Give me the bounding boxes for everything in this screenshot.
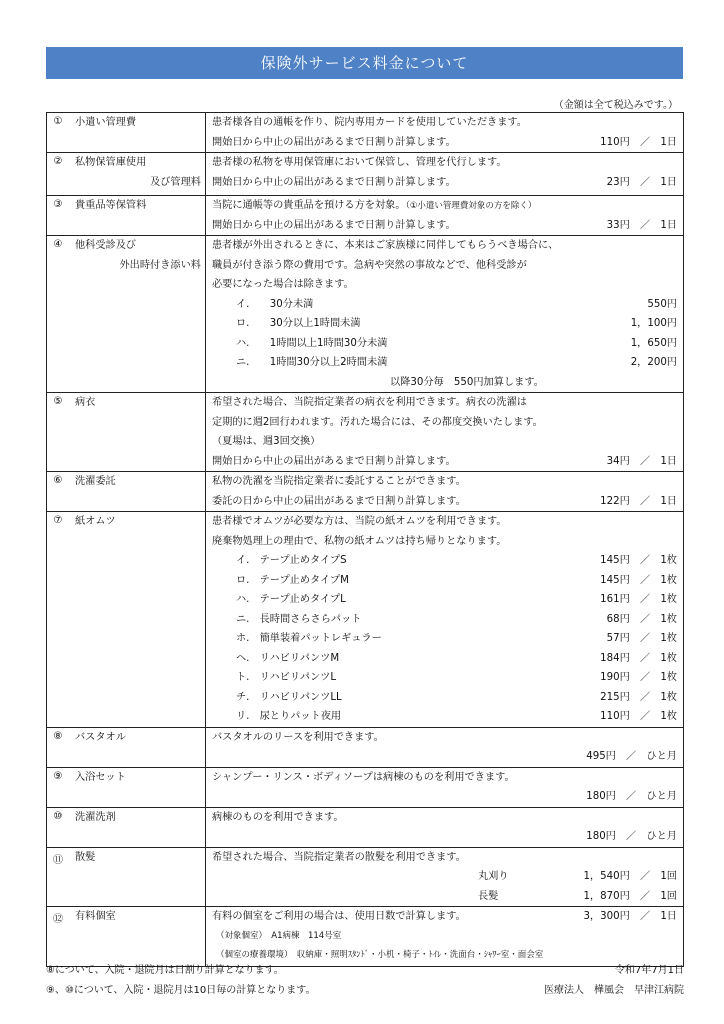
description-text: 当院に通帳等の貴重品を預ける方を対象。 [212,200,406,211]
price: 1，870円 ／ 1回 [583,890,677,902]
description-text: ハ. テープ止めタイプL [236,594,346,605]
description-text: 患者様が外出されるときに、本来はご家族様に同伴してもらうべき場合に、 [212,240,559,251]
service-name [69,393,206,472]
service-description [206,727,684,767]
description-text: （個室の療養環境） 収納庫・照明ｽﾀﾝﾄﾞ・小机・椅子・ﾄｲﾚ・洗面台・ｼｬﾜｰ室・面会室 [216,950,544,960]
organization-name: 医療法人 樺風会 早津江病院 [544,985,684,996]
service-name-line: 洗濯洗剤 [75,811,116,823]
description-line [212,373,677,393]
service-name-line: 貴重品等保管料 [75,200,147,211]
description-text: 病棟のものを利用できます。 [212,811,344,823]
fee-row [47,236,684,393]
service-name-line: 有料個室 [75,911,116,922]
description-line [212,173,677,193]
price: 110円 ／ 1枚 [600,711,677,722]
fee-row [47,807,684,847]
row-number: ⑨ [47,767,70,807]
description-line [212,236,677,256]
description-line [212,747,677,767]
price: 1，540円 ／ 1回 [583,871,677,882]
service-name [69,727,206,767]
description-text: （夏場は、週3回交換） [212,436,321,447]
description-text: 廃棄物処理上の理由で、私物の紙オムツは持ち帰りとなります。 [212,535,507,547]
price: 145円 ／ 1枚 [600,555,677,566]
footer-note-1: ⑧について、入院・退院月は日割り計算となります。 [46,965,284,976]
description-line [212,629,677,649]
description-text: 定期的に週2回行われます。汚れた場合には、その都度交換いたします。 [212,416,543,428]
description-text: 有料の個室をご利用の場合は、使用日数で計算します。 [212,911,466,922]
service-name [69,153,206,196]
row-number: ⑤ [47,393,70,472]
service-description [206,847,684,907]
fee-row [47,907,684,967]
description-text: 丸刈り [478,871,509,882]
description-text: 必要になった場合は除きます。 [212,279,354,290]
description-line [212,649,677,669]
service-description [206,767,684,807]
description-line [212,275,677,295]
service-name [69,767,206,807]
price: 57円 ／ 1枚 [606,633,677,644]
service-name [69,512,206,728]
price: 122円 ／ 1日 [600,495,677,507]
page-title: 保険外サービス料金について [46,47,683,79]
description-line [212,133,677,153]
description-line [212,452,677,472]
service-name-line: 入浴セット [75,771,126,783]
description-line [212,295,677,315]
service-name [69,196,206,236]
price: 161円 ／ 1枚 [600,594,677,605]
description-text: 患者様の私物を専用保管庫において保管し、管理を代行します。 [212,157,507,168]
row-number: ② [47,153,70,196]
description-line [212,532,677,552]
price: 495円 ／ ひと月 [586,751,677,762]
description-line [212,867,677,887]
description-text: ニ. 1時間30分以上2時間未満 [236,357,388,368]
description-line [212,808,677,828]
description-text: シャンプー・リンス・ボディソープは病棟のものを利用できます。 [212,771,515,783]
description-text: イ. 30分未満 [236,298,314,310]
fee-row [47,196,684,236]
description-text: 開始日から中止の届出があるまで日割り計算します。 [212,219,456,231]
service-description [206,393,684,472]
description-text: （対象個室） A1病棟 114号室 [216,930,342,941]
service-description [206,472,684,512]
description-line [212,728,677,748]
description-text: ロ. テープ止めタイプM [236,574,349,586]
description-line [212,787,677,807]
description-text: 長髪 [478,890,499,902]
description-text: 希望された場合、当院指定業者の病衣を利用できます。病衣の洗濯は [212,397,527,408]
service-name [69,807,206,847]
fee-table [46,112,684,967]
service-description [206,512,684,728]
price: 550円 [647,298,677,310]
price: 180円 ／ ひと月 [586,831,677,842]
fee-row [47,393,684,472]
description-line [212,927,677,947]
row-number: ⑥ [47,472,70,512]
fee-row [47,847,684,907]
service-name [69,907,206,967]
description-line [212,334,677,354]
price: 184円 ／ 1枚 [600,652,677,664]
price: 145円 ／ 1枚 [600,574,677,586]
description-line [212,492,677,512]
price: 110円 ／ 1日 [600,136,677,148]
description-line [212,153,677,173]
service-name [69,472,206,512]
service-name [69,847,206,907]
price: 1，650円 [630,337,677,349]
service-name-line: 他科受診及び [75,240,137,251]
service-name-line: 紙オムツ [75,516,116,527]
tax-note: （金額は全て税込みです。） [553,100,678,111]
description-line [212,707,677,727]
row-number: ⑪ [47,847,70,907]
service-description [206,153,684,196]
row-number: ⑧ [47,727,70,767]
service-description [206,236,684,393]
description-subnote: （①小遣い管理費対象の方を除く） [405,201,537,211]
fee-row [47,472,684,512]
description-line [212,413,677,433]
description-text: 委託の日から中止の届出があるまで日割り計算します。 [212,495,466,507]
description-text: 開始日から中止の届出があるまで日割り計算します。 [212,136,456,148]
description-text: 患者様でオムツが必要な方は、当院の紙オムツを利用できます。 [212,516,507,527]
description-text: ト. リハビリパンツL [236,672,336,683]
price: 3，300円 ／ 1日 [583,911,677,922]
footer-note-2: ⑨、⑩について、入院・退院月は10日毎の計算となります。 [46,985,316,996]
row-number: ④ [47,236,70,393]
description-text: 希望された場合、当院指定業者の散髪を利用できます。 [212,851,466,863]
description-line [212,432,677,452]
service-name-line: バスタオル [75,731,126,743]
description-text: チ. リハビリパンツLL [236,691,342,703]
price: 23円 ／ 1日 [606,176,677,188]
price: 190円 ／ 1枚 [600,672,677,683]
description-line [212,353,677,373]
price: 34円 ／ 1日 [606,455,677,467]
service-description [206,907,684,967]
description-line [212,668,677,688]
description-text: ハ. 1時間以上1時間30分未満 [236,337,388,349]
footer-line-1 [46,961,684,976]
description-line [212,113,677,133]
row-number: ① [47,113,70,153]
description-text: ヘ. リハビリパンツM [236,652,340,664]
description-line [212,256,677,276]
price: 33円 ／ 1日 [606,219,677,231]
description-line [212,512,677,532]
description-line [212,610,677,630]
description-text: 患者様各自の通帳を作り、院内専用カードを使用していただきます。 [212,117,527,128]
fee-row [47,767,684,807]
footer-line-2 [46,981,684,996]
row-number: ⑫ [47,907,70,967]
description-line [212,551,677,571]
description-text: 私物の洗濯を当院指定業者に委託することができます。 [212,476,466,487]
description-text: 職員が付き添う際の費用です。急病や突然の事故などで、他科受診が [212,259,527,271]
service-name [69,236,206,393]
description-text: 開始日から中止の届出があるまで日割り計算します。 [212,455,456,467]
description-line [212,848,677,868]
description-text: バスタオルのリースを利用できます。 [212,731,384,743]
description-text: 開始日から中止の届出があるまで日割り計算します。 [212,176,456,188]
description-line [212,907,677,927]
service-name-line: 小遣い管理費 [75,117,137,128]
price: 215円 ／ 1枚 [600,691,677,703]
service-name-line: 洗濯委託 [75,476,116,487]
row-number: ③ [47,196,70,236]
service-description [206,113,684,153]
price: 2，200円 [630,357,677,368]
fee-row [47,512,684,728]
fee-row [47,727,684,767]
description-line [212,196,677,216]
description-line [212,393,677,413]
row-number: ⑩ [47,807,70,847]
service-description [206,196,684,236]
description-text: ロ. 30分以上1時間未満 [236,318,361,329]
description-text: ホ. 簡単装着パットレギュラー [236,633,382,644]
price: 180円 ／ ひと月 [586,791,677,802]
description-line [212,314,677,334]
description-line [212,827,677,847]
description-line [212,688,677,708]
description-text: 以降30分毎 550円加算します。 [390,376,544,388]
description-text: リ. 尿とりパット夜用 [236,711,342,722]
service-name-line: 及び管理料 [150,176,201,188]
service-description [206,807,684,847]
price: 1，100円 [630,318,677,329]
price: 68円 ／ 1枚 [606,613,677,625]
description-text: ニ. 長時間さらさらパット [236,613,362,625]
row-number: ⑦ [47,512,70,728]
service-name-line: 外出時付き添い料 [119,259,201,271]
issue-date: 令和7年7月1日 [614,965,684,976]
description-line [212,571,677,591]
description-line [212,887,677,907]
service-name-line: 病衣 [75,397,96,408]
service-name-line: 私物保管庫使用 [75,157,147,168]
description-text: イ. テープ止めタイプS [236,555,347,566]
fee-row [47,113,684,153]
description-line [212,768,677,788]
description-line [212,472,677,492]
description-line [212,216,677,236]
fee-row [47,153,684,196]
service-name-line: 散髪 [75,851,96,863]
description-line [212,590,677,610]
service-name [69,113,206,153]
